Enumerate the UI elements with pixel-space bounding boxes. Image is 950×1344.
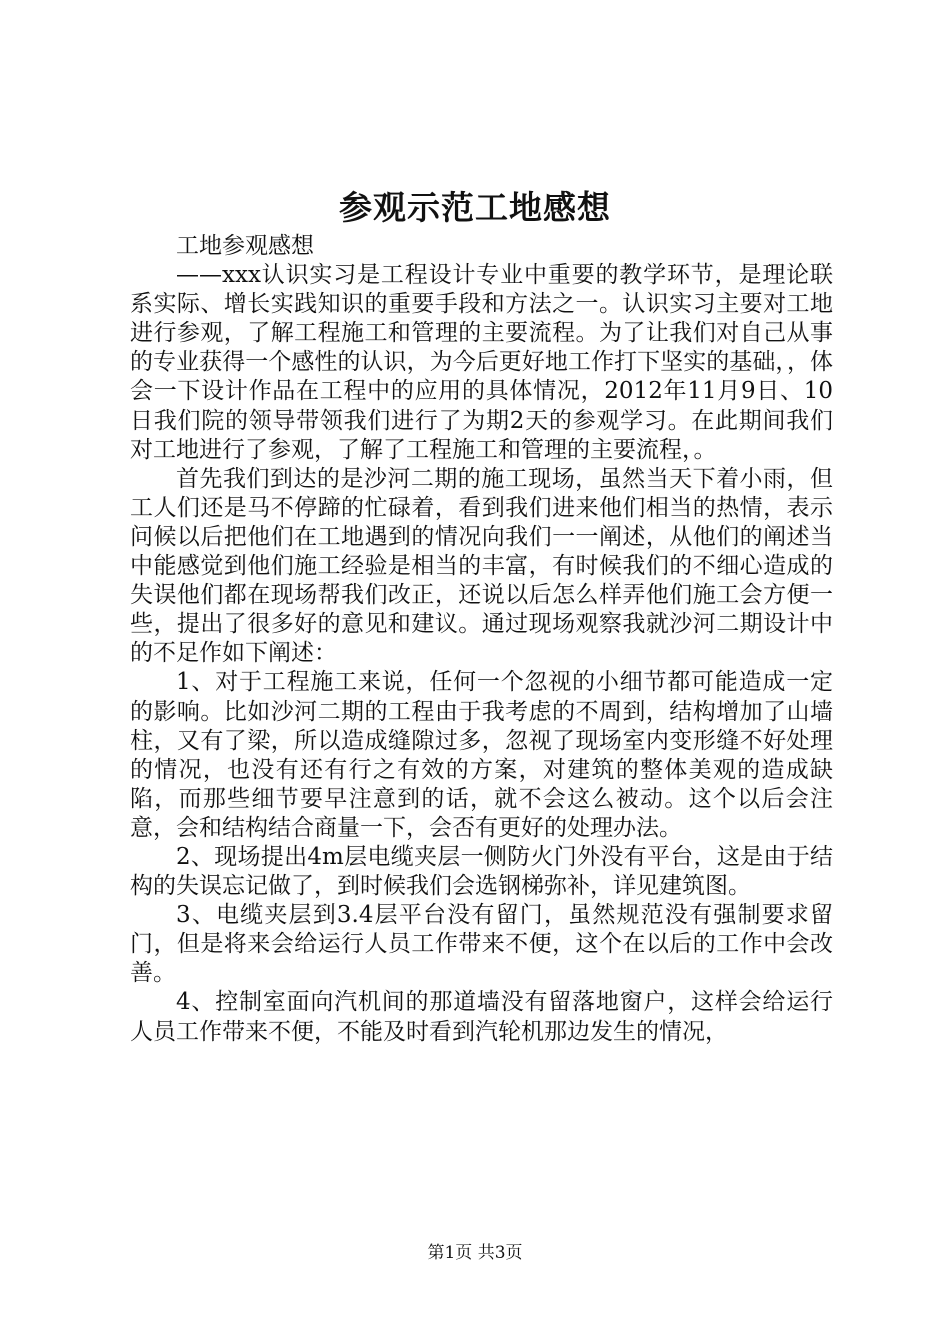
document-title: 参观示范工地感想 (339, 188, 611, 227)
paragraph-subtitle: 工地参观感想 (176, 233, 314, 259)
paragraph-site-visit: 首先我们到达的是沙河二期的施工现场，虽然当天下着小雨，但工人们还是马不停蹄的忙碌着，看到我们进来他们相当的热情，表示问候以后把他们在工地遇到的情况向我们一一阐述，从他们的阐述当中能感觉到他们施工经验是相当的丰富，有时候我们的不细心造成的失误他们都在现场帮我们改正，还说以后怎么样弄他们施工会方便一些，提出了很多好的意见和建议。通过现场观察我就沙河二期设计中的不足作如下阐述： (130, 465, 833, 667)
document-body (130, 232, 833, 1047)
paragraph-point-4: 4、控制室面向汽机间的那道墙没有留落地窗户，这样会给运行人员工作带来不便，不能及时看到汽轮机那边发生的情况， (130, 989, 833, 1045)
paragraph-point-3: 3、电缆夹层到3.4层平台没有留门，虽然规范没有强制要求留门，但是将来会给运行人员工作带来不便，这个在以后的工作中会改善。 (130, 902, 833, 987)
page-number-footer: 第1页 共3页 (427, 1243, 523, 1263)
paragraph-point-1: 1、对于工程施工来说，任何一个忽视的小细节都可能造成一定的影响。比如沙河二期的工程由于我考虑的不周到，结构增加了山墙柱，又有了梁，所以造成缝隙过多，忽视了现场室内变形缝不好处理的情况，也没有还有行之有效的方案，对建筑的整体美观的造成缺陷，而那些细节要早注意到的话，就不会这么被动。这个以后会注意，会和结构结合商量一下，会否有更好的处理办法。 (130, 669, 833, 841)
paragraph-point-2: 2、现场提出4m层电缆夹层一侧防火门外没有平台，这是由于结构的失误忘记做了，到时候我们会选钢梯弥补，详见建筑图。 (130, 843, 833, 900)
paragraph-intro: ——xxx认识实习是工程设计专业中重要的教学环节，是理论联系实际、增长实践知识的重要手段和方法之一。认识实习主要对工地进行参观，了解工程施工和管理的主要流程。为了让我们对自己从事的专业获得一个感性的认识，为今后更好地工作打下坚实的基础，，体会一下设计作品在工程中的应用的具体情况，2012年11月9日、10日我们院的领导带领我们进行了为期2天的参观学习。在此期间我们对工地进行了参观，了解了工程施工和管理的主要流程，。 (130, 262, 833, 463)
